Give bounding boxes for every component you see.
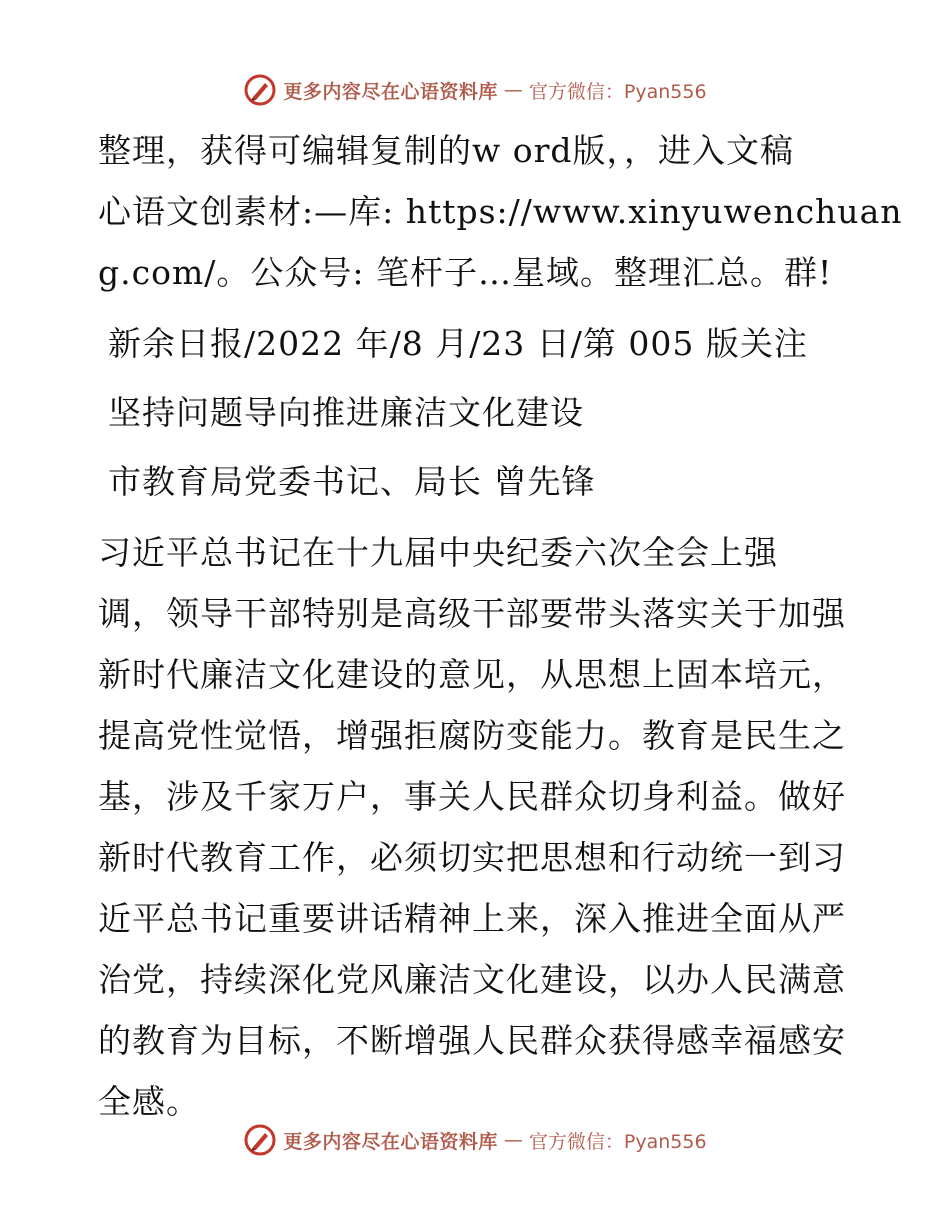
source-line: 新余日报/2022 年/8 月/23 日/第 005 版关注 (108, 324, 808, 363)
body-line: 全感。 (98, 1082, 200, 1121)
pen-circle-icon (243, 73, 277, 107)
body-paragraph (98, 522, 858, 1132)
body-line: 新时代教育工作，必须切实把思想和行动统一到习 (98, 838, 846, 877)
top-watermark-banner (0, 70, 950, 110)
body-line: 提高党性觉悟，增强拒腐防变能力。教育是民生之 (98, 716, 846, 755)
intro-line-1: 整理，获得可编辑复制的w ord版，，进入文稿 (98, 131, 795, 170)
document-body (98, 120, 903, 1132)
banner-wechat: 官方微信：Pyan556 (528, 80, 707, 103)
intro-line-2: 心语文创素材:—库: https://www.xinyuwenchuan (98, 192, 903, 231)
body-line: 新时代廉洁文化建设的意见，从思想上固本培元， (98, 655, 846, 694)
banner-separator: — (503, 1129, 523, 1151)
body-line: 基，涉及千家万户，事关人民群众切身利益。做好 (98, 777, 846, 816)
body-line: 的教育为目标，不断增强人民群众获得感幸福感安 (98, 1021, 846, 1060)
article-title: 坚持问题导向推进廉洁文化建设 (108, 393, 584, 432)
body-line: 习近平总书记在十九届中央纪委六次全会上强 (98, 533, 778, 572)
bottom-watermark-banner (0, 1120, 950, 1160)
body-line: 调，领导干部特别是高级干部要带头落实关于加强 (98, 594, 846, 633)
banner-separator: — (503, 79, 523, 101)
banner-text: 更多内容尽在心语资料库 (283, 1130, 498, 1153)
body-line: 治党，持续深化党风廉洁文化建设，以办人民满意 (98, 960, 846, 999)
intro-line-3: g.com/。公众号: 笔杆子…星域。整理汇总。群! (98, 253, 833, 292)
banner-wechat: 官方微信：Pyan556 (528, 1130, 707, 1153)
banner-text: 更多内容尽在心语资料库 (283, 80, 498, 103)
body-line: 近平总书记重要讲话精神上来，深入推进全面从严 (98, 899, 846, 938)
pen-circle-icon (243, 1123, 277, 1157)
author-line: 市教育局党委书记、局长 曾先锋 (108, 462, 596, 501)
